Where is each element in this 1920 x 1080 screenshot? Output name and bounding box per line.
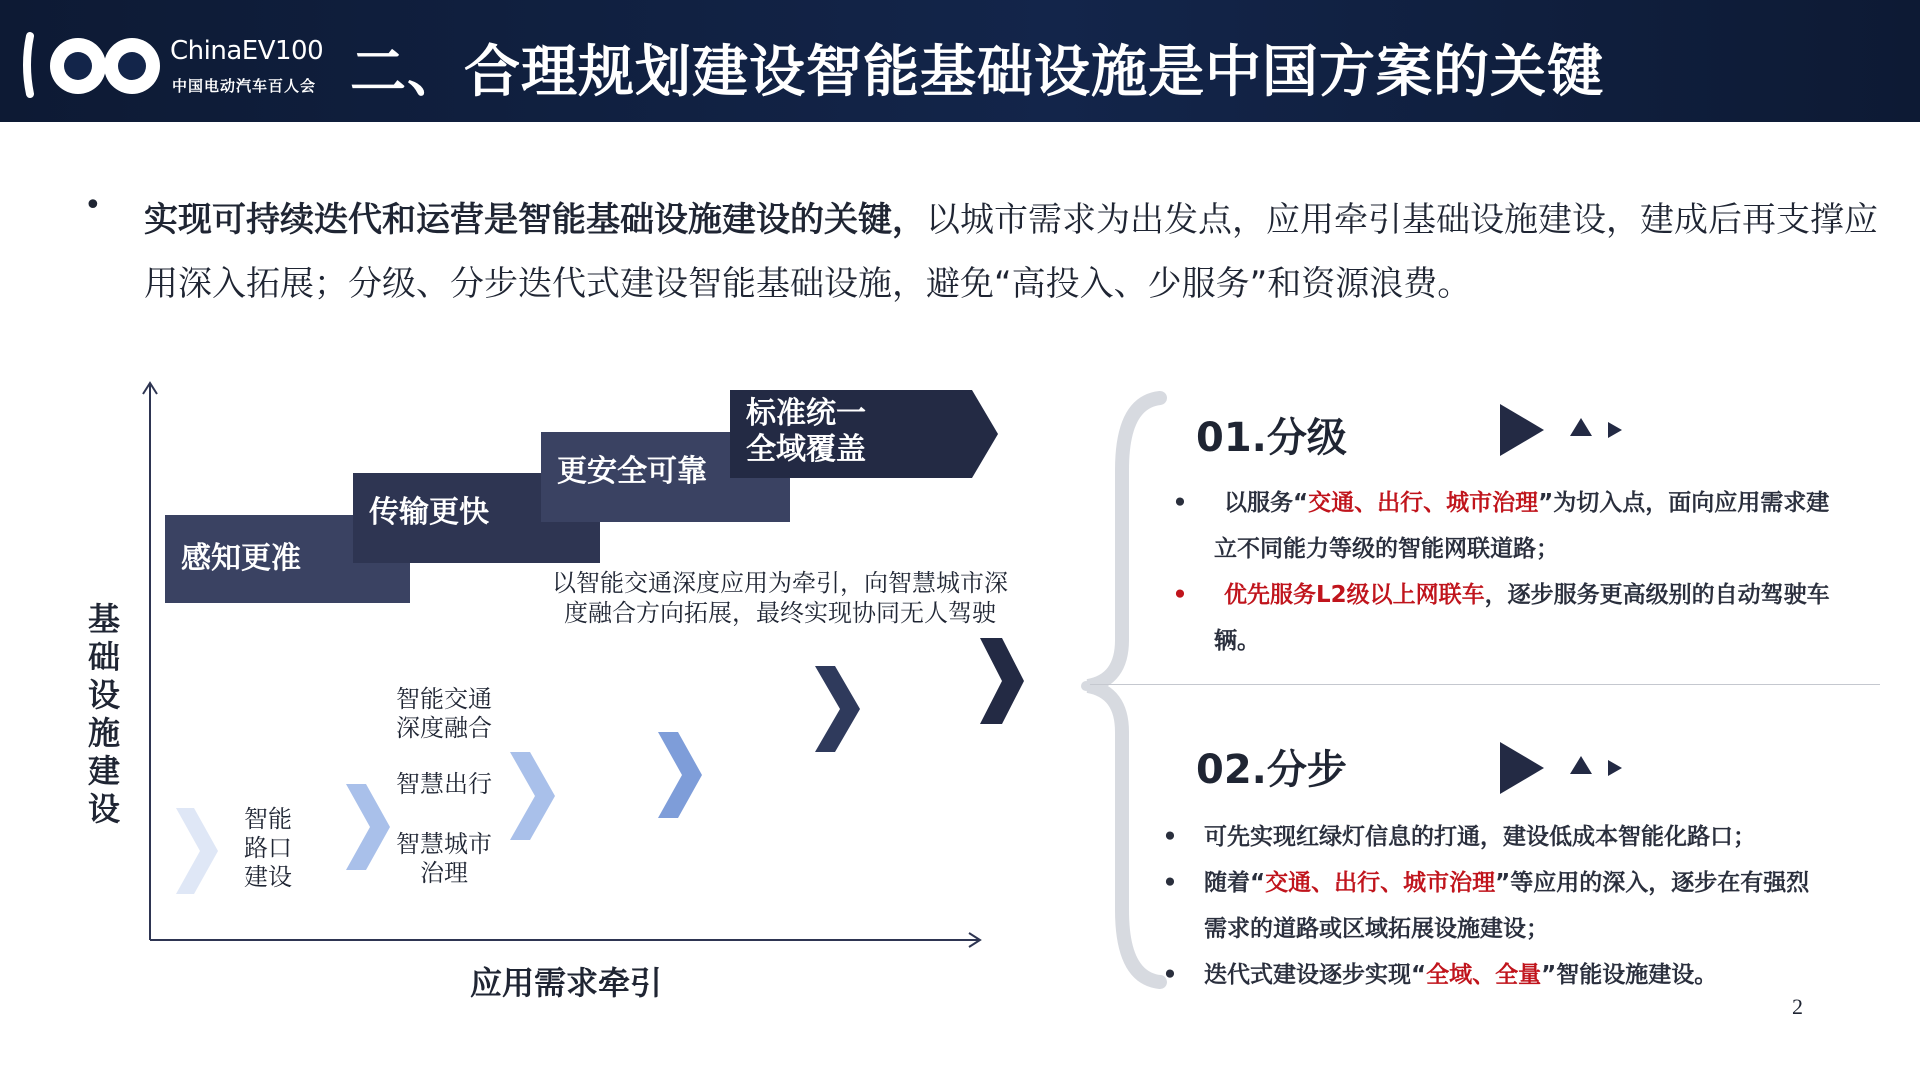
text-segment: ”智能设施建设。 (1541, 962, 1718, 988)
bullet-dot: • (1162, 962, 1178, 988)
text-segment: ”为切入点，面向应用需求建立不同能力等级的智能网联道路； (1214, 490, 1830, 562)
text-segment: 随着“ (1204, 870, 1266, 896)
x-axis-label: 应用需求牵引 (470, 964, 663, 1002)
step-label: 全域覆盖 (746, 432, 866, 467)
chevron-right-icon (176, 808, 218, 894)
section1-list (1170, 480, 1830, 664)
play-icon (1500, 404, 1544, 456)
label-traffic-fusion (384, 685, 504, 743)
text-segment: 可先实现红绿灯信息的打通，建设低成本智能化路口； (1204, 824, 1756, 850)
arrow-decor-2 (1496, 738, 1626, 798)
y-axis-char: 设 (87, 790, 120, 828)
highlight-text: 交通、出行、城市治理 (1308, 490, 1539, 516)
intro-bold: 实现可持续迭代和运营是智能基础设施建设的关键， (144, 200, 926, 240)
text-segment: 以服务“ (1224, 490, 1309, 516)
step-label: 标准统一 (746, 396, 866, 431)
label-smart-city (384, 830, 504, 888)
y-axis-char: 建 (87, 752, 120, 790)
text-segment: 迭代式建设逐步实现“ (1204, 962, 1427, 988)
highlight-text: 全量 (1495, 962, 1542, 988)
list-item (1170, 480, 1830, 572)
bullet-dot: • (1162, 824, 1178, 850)
y-axis-char: 施 (87, 714, 120, 752)
y-axis-char: 设 (87, 676, 120, 714)
highlight-text: 全域 (1426, 962, 1473, 988)
step-label: 感知更准 (181, 541, 301, 576)
page-title: 二、合理规划建设智能基础设施是中国方案的关键 (350, 40, 1604, 105)
y-axis-char: 基 (87, 600, 120, 638)
section2-list (1160, 814, 1830, 998)
step-label: 更安全可靠 (557, 454, 707, 489)
chevron-right-icon (510, 752, 555, 840)
text-segment: ，逐步服务更高级别的自动驾驶车辆。 (1214, 582, 1830, 654)
text-segment: ”等应用的深入，逐步在有强烈需求的道路或区域拓展设施建设； (1204, 870, 1810, 942)
label-line: 深度融合 (396, 714, 492, 742)
list-item (1170, 572, 1830, 664)
diagram-note: 以智能交通深度应用为牵引，向智慧城市深度融合方向拓展，最终实现协同无人驾驶 (552, 569, 1008, 627)
label-line: 智慧城市 (396, 830, 492, 858)
chevron-right-icon (980, 638, 1024, 724)
list-item (1160, 814, 1830, 860)
label-smart-travel (384, 770, 504, 799)
curly-brace (1070, 390, 1170, 990)
step-label: 传输更快 (369, 495, 489, 530)
label-line: 建设 (244, 863, 292, 891)
triangle-right-icon (1608, 422, 1622, 438)
logo-text-cn: 中国电动汽车百人会 (172, 77, 317, 95)
y-axis-char: 础 (87, 638, 120, 676)
intro-bullet: • (84, 188, 102, 223)
list-item (1160, 952, 1830, 998)
highlight-text: 交通、出行、城市治理 (1265, 870, 1496, 896)
highlight-text: 优先服务L2级以上网联车 (1224, 582, 1485, 608)
label-line: 路口 (244, 834, 292, 862)
play-icon (1500, 742, 1544, 794)
bullet-dot: • (1172, 490, 1188, 516)
section-title-steps: 02.分步 (1196, 747, 1347, 793)
label-road-construction (228, 805, 308, 892)
triangle-up-icon (1570, 418, 1592, 436)
bullet-dot: • (1172, 582, 1188, 608)
section-divider (1090, 684, 1880, 685)
label-line: 智能交通 (396, 685, 492, 713)
chevron-right-icon (815, 666, 860, 752)
page-number: 2 (1792, 994, 1803, 1019)
logo-text-en: ChinaEV100 (170, 36, 324, 66)
intro-rest: 以城市需求为出发点，应用牵引基础设施建设，建成后再支撑应用深入拓展；分级、分步迭代式建设智能基础设施，避免“高投入、少服务”和资源浪费。 (144, 200, 1878, 304)
bullet-dot: • (1162, 870, 1178, 896)
label-line: 治理 (420, 859, 468, 887)
section-title-grading: 01.分级 (1196, 415, 1347, 461)
triangle-right-icon (1608, 760, 1622, 776)
highlight-text: 、 (1472, 962, 1496, 988)
label-line: 智慧出行 (396, 770, 492, 798)
arrow-decor-1 (1496, 400, 1626, 460)
list-item (1160, 860, 1830, 952)
label-line: 智能 (244, 805, 292, 833)
triangle-up-icon (1570, 756, 1592, 774)
chevron-right-icon (658, 732, 702, 818)
